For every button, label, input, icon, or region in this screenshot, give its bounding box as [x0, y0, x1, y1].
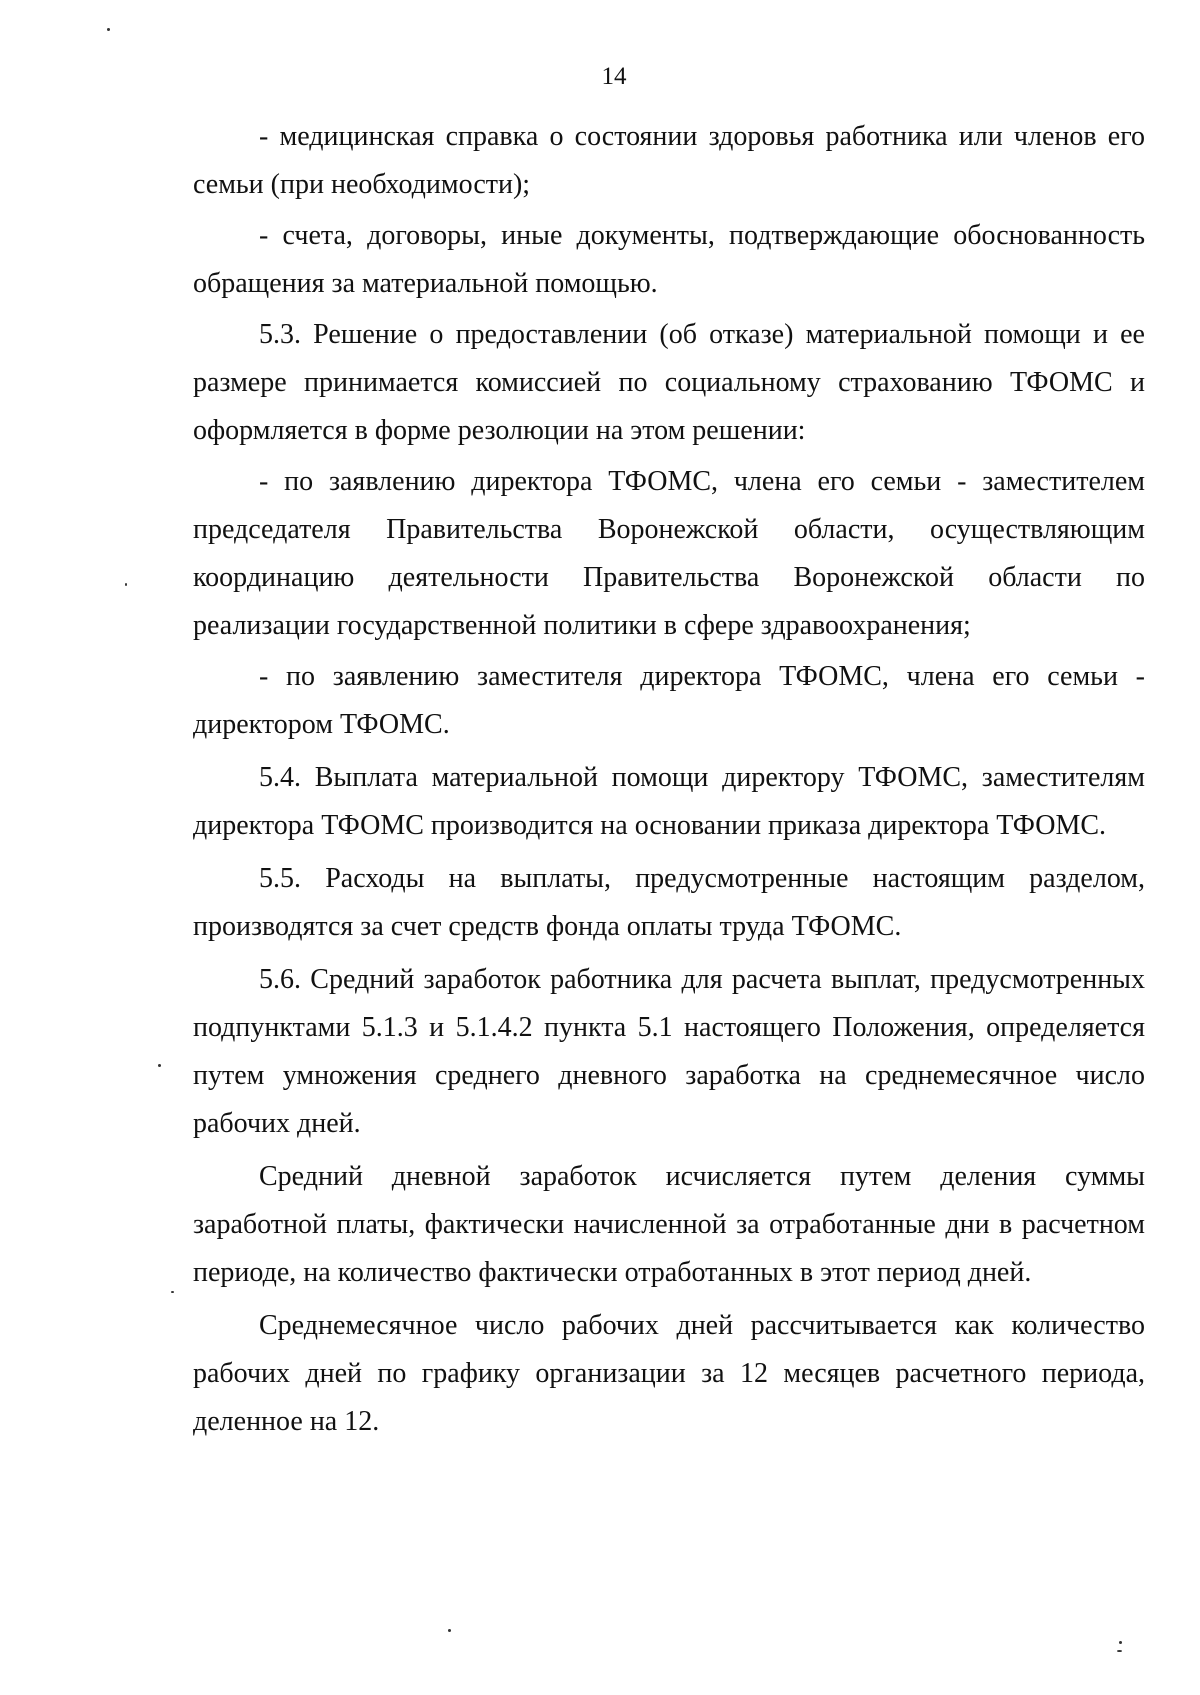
paragraph-invoices-contracts: - счета, договоры, иные документы, подтверждающие обоснованность обращения за материальной помощью. [193, 220, 1145, 299]
paragraph-5-3-decision: 5.3. Решение о предоставлении (об отказе) материальной помощи и ее размере принимается комиссией по социальному страхованию ТФОМС и оформляется в форме резолюции на этом решении: [193, 319, 1145, 446]
paragraph-medical-certificate: - медицинская справка о состоянии здоровья работника или членов его семьи (при необходимости); [193, 121, 1145, 200]
paragraph-deputy-application: - по заявлению заместителя директора ТФОМС, члена его семьи - директором ТФОМС. [193, 661, 1145, 740]
document-body [193, 113, 1145, 1446]
paragraph-average-daily-earnings: Средний дневной заработок исчисляется путем деления суммы заработной платы, фактически начисленной за отработанные дни в расчетном периоде, на количество фактически отработанных в этот период дней. [193, 1161, 1145, 1288]
scan-speck [107, 28, 110, 31]
scan-speck [125, 583, 127, 586]
paragraph-5-5-expenses: 5.5. Расходы на выплаты, предусмотренные настоящим разделом, производятся за счет средств фонда оплаты труда ТФОМС. [193, 863, 1145, 942]
paragraph-director-application: - по заявлению директора ТФОМС, члена его семьи - заместителем председателя Правительства Воронежской области, осуществляющим координацию деятельности Правительства Воронежской области по реализации государственной политики в сфере здравоохранения; [193, 466, 1145, 641]
scan-speck [448, 1629, 451, 1632]
scan-speck [171, 1291, 174, 1293]
paragraph-average-monthly-days: Среднемесячное число рабочих дней рассчитывается как количество рабочих дней по графику организации за 12 месяцев расчетного периода, деленное на 12. [193, 1310, 1145, 1437]
scan-speck [1117, 1650, 1122, 1652]
scan-speck [1119, 1641, 1122, 1644]
scan-speck [158, 1064, 161, 1067]
paragraph-5-4-payment: 5.4. Выплата материальной помощи директору ТФОМС, заместителям директора ТФОМС производится на основании приказа директора ТФОМС. [193, 762, 1145, 841]
paragraph-5-6-average-earnings: 5.6. Средний заработок работника для расчета выплат, предусмотренных подпунктами 5.1.3 и 5.1.4.2 пункта 5.1 настоящего Положения, определяется путем умножения среднего дневного заработка на среднемесячное число рабочих дней. [193, 964, 1145, 1139]
page-number: 14 [601, 63, 627, 90]
